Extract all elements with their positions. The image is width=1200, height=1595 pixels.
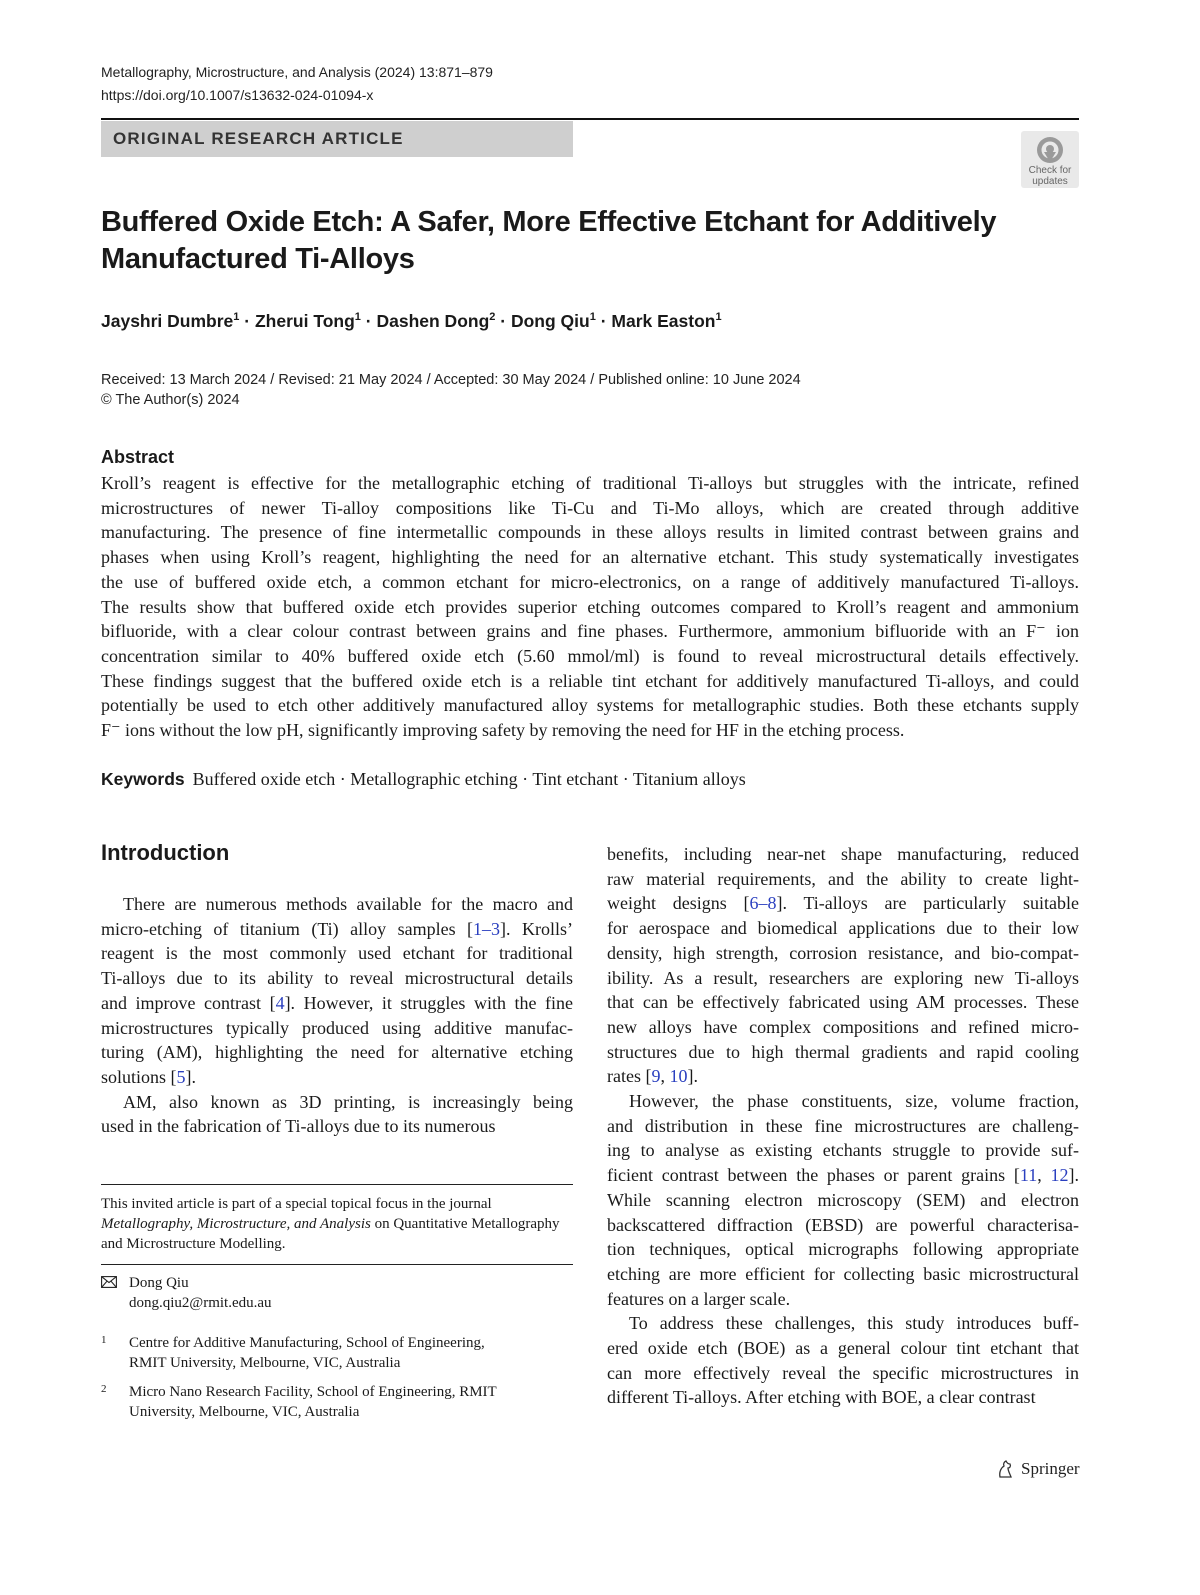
header-rule [101, 118, 1079, 120]
affiliation-number: 2 [101, 1383, 107, 1395]
abstract-line: concentration similar to 40% buffered oxide etch (5.60 mmol/ml) is found to reveal microstructural details effectively. [101, 645, 1079, 666]
affiliation-2 [101, 1382, 573, 1422]
abstract-line: microstructures of newer Ti-alloy compositions like Ti-Cu and Ti-Mo alloys, which are created through additive [101, 497, 1079, 518]
line-text: micro-etching of titanium (Ti) alloy samples [ [101, 918, 474, 939]
article-type-banner [101, 121, 573, 157]
citation-link[interactable]: 12 [1050, 1165, 1069, 1186]
paragraph-line [101, 941, 573, 966]
check-badge-line2: updates [1032, 176, 1068, 187]
paragraph-line [607, 1262, 1079, 1287]
doi-link[interactable]: https://doi.org/10.1007/s13632-024-01094-x [101, 87, 374, 103]
paragraph-line [607, 1237, 1079, 1262]
line-text: There are numerous methods available for the macro and [123, 894, 573, 914]
abstract-line: potentially be used to etch other additively manufactured alloy systems for metallographic studies. Both these etchants supply [101, 695, 1079, 716]
corresponding-author [101, 1273, 272, 1313]
line-text: raw material requirements, and the ability to create light- [607, 868, 1079, 889]
author-name[interactable]: Mark Easton [611, 311, 716, 331]
paragraph-line [607, 1213, 1079, 1238]
line-text: ]. Krolls’ [500, 918, 573, 939]
author-name[interactable]: Jayshri Dumbre [101, 311, 234, 331]
paragraph-line [607, 842, 1079, 867]
springer-horse-icon [995, 1459, 1015, 1479]
line-text: reagent is the most commonly used etchant for traditional [101, 943, 573, 964]
line-text: AM, also known as 3D printing, is increasingly being [123, 1091, 573, 1112]
affiliation-1 [101, 1333, 573, 1373]
paragraph-line [101, 1065, 573, 1090]
paragraph-line [607, 891, 1079, 916]
author-affiliation-mark: 2 [489, 311, 496, 324]
author-affiliation-mark: 1 [233, 311, 240, 324]
author-affiliation-mark: 1 [589, 311, 596, 324]
corresponding-author-name: Dong Qiu [129, 1275, 189, 1291]
line-text: ing to analyse as existing etchants struggle to provide suf- [607, 1140, 1079, 1161]
line-text: structures due to high thermal gradients and rapid cooling [607, 1041, 1079, 1062]
check-for-updates-icon [1035, 135, 1065, 165]
line-text: can more effectively reveal the specific microstructures in [607, 1362, 1079, 1383]
paragraph-line [101, 991, 573, 1016]
envelope-icon [101, 1276, 117, 1288]
footnote-rule-lower [101, 1264, 573, 1265]
abstract-line: The results show that buffered oxide etch provides superior etching outcomes compared to Kroll’s reagent and ammonium [101, 596, 1079, 617]
publisher-logo[interactable] [995, 1459, 1080, 1479]
citation-link[interactable]: 10 [669, 1066, 688, 1087]
line-text: features on a larger scale. [607, 1288, 791, 1309]
paragraph-line [607, 1064, 1079, 1089]
footnote-text-end: on Quantitative Metallography and Microstructure Modelling. [101, 1216, 560, 1252]
author-separator: · [500, 311, 507, 331]
line-text: While scanning electron microscopy (SEM) and electron [607, 1189, 1079, 1210]
line-text: weight designs [ [607, 893, 750, 914]
author-affiliation-mark: 1 [715, 311, 722, 324]
author-name[interactable]: Dong Qiu [510, 311, 590, 331]
abstract-line: phases when using Kroll’s reagent, highlighting the need for an alternative etchant. This study systematically investigates [101, 547, 1079, 568]
special-issue-footnote [101, 1194, 573, 1254]
author-name[interactable]: Zherui Tong [254, 311, 355, 331]
abstract-line: manufacturing. The presence of fine intermetallic compounds in these alloys results in limited contrast between grains and [101, 522, 1079, 543]
paragraph-line [607, 1138, 1079, 1163]
line-text: and distribution in these fine microstructures are challeng- [607, 1115, 1079, 1136]
line-text: microstructures typically produced using additive manufac- [101, 1017, 573, 1038]
line-text: turing (AM), highlighting the need for alternative etching [101, 1042, 573, 1063]
line-text: that can be effectively fabricated using AM processes. These [607, 992, 1079, 1013]
paragraph-line [101, 917, 573, 942]
paragraph-line [607, 1188, 1079, 1213]
check-for-updates-badge[interactable] [1021, 131, 1079, 188]
line-text: ered oxide etch (BOE) as a general colour tint etchant that [607, 1338, 1079, 1359]
author-separator: · [600, 311, 607, 331]
line-text: new alloys have complex compositions and refined micro- [607, 1016, 1079, 1037]
copyright-notice: © The Author(s) 2024 [101, 392, 240, 408]
publication-dates: Received: 13 March 2024 / Revised: 21 May 2024 / Accepted: 30 May 2024 / Published online: 10 June 2024 [101, 372, 801, 388]
line-text: for aerospace and biomedical applications due to their low [607, 918, 1079, 939]
affiliation-line: Centre for Additive Manufacturing, School of Engineering, [129, 1335, 485, 1351]
affiliation-line: RMIT University, Melbourne, VIC, Australia [129, 1355, 401, 1371]
check-badge-line1: Check for [1028, 165, 1072, 176]
paragraph-line [607, 1287, 1079, 1312]
abstract-line: bifluoride, with a clear colour contrast between grains and fine phases. Furthermore, ammonium bifluoride with an F⁻ ion [101, 621, 1079, 642]
line-text: ibility. As a result, researchers are exploring new Ti-alloys [607, 967, 1079, 988]
paragraph-line [607, 916, 1079, 941]
abstract-body [101, 471, 1079, 743]
line-text: and improve contrast [ [101, 992, 276, 1013]
paragraph-line [607, 966, 1079, 991]
line-text: To address these challenges, this study introduces buff- [629, 1313, 1079, 1334]
keywords-label: Keywords [101, 769, 185, 789]
paragraph-line [607, 1040, 1079, 1065]
paragraph-line [101, 892, 573, 917]
paragraph-line [607, 1311, 1079, 1336]
citation-link[interactable]: 11 [1019, 1165, 1038, 1186]
paragraph-line [607, 941, 1079, 966]
title-line-1: Buffered Oxide Etch: A Safer, More Effective Etchant for Additively [101, 206, 997, 238]
introduction-left-column [101, 892, 573, 1139]
abstract-line: Kroll’s reagent is effective for the metallographic etching of traditional Ti-alloys but struggles with the intricate, refined [101, 473, 1079, 493]
journal-citation: Metallography, Microstructure, and Analysis (2024) 13:871–879 [101, 64, 493, 80]
line-text: density, high strength, corrosion resistance, and bio-compat- [607, 942, 1079, 963]
title-line-2: Manufactured Ti-Alloys [101, 243, 415, 275]
paragraph-line [607, 1385, 1079, 1410]
corresponding-author-email[interactable]: dong.qiu2@rmit.edu.au [129, 1295, 272, 1311]
paragraph-line [101, 1016, 573, 1041]
citation-link[interactable]: 4 [275, 992, 285, 1013]
footnote-text: This invited article is part of a special topical focus in the journal [101, 1196, 492, 1212]
line-text: Ti-alloys due to its ability to reveal microstructural details [101, 968, 573, 989]
introduction-right-column [607, 842, 1079, 1410]
paragraph-line [607, 1361, 1079, 1386]
paragraph-line [607, 867, 1079, 892]
citation-link[interactable]: 6–8 [749, 893, 777, 914]
line-text: used in the fabrication of Ti-alloys due to its numerous [101, 1116, 496, 1137]
paragraph-line [607, 1114, 1079, 1139]
paragraph-line [101, 1090, 573, 1115]
introduction-heading: Introduction [101, 840, 230, 865]
abstract-line: the use of buffered oxide etch, a common etchant for micro-electronics, on a range of additively manufactured Ti-alloys. [101, 571, 1079, 592]
line-text: ]. However, it struggles with the fine [284, 992, 573, 1013]
abstract-line: F⁻ ions without the low pH, significantly improving safety by removing the need for HF in the etching process. [101, 720, 905, 741]
line-text: etching are more efficient for collecting basic microstructural [607, 1263, 1079, 1284]
author-list [101, 311, 722, 332]
citation-link[interactable]: 1–3 [473, 918, 501, 939]
affiliation-number: 1 [101, 1334, 107, 1346]
keywords-list: Buffered oxide etch · Metallographic etching · Tint etchant · Titanium alloys [192, 769, 746, 789]
citation-link[interactable]: 9 [651, 1066, 661, 1087]
article-title [101, 204, 1061, 278]
line-text: However, the phase constituents, size, volume fraction, [629, 1091, 1079, 1112]
line-text: , [660, 1066, 670, 1087]
publisher-name: Springer [1021, 1459, 1080, 1478]
author-separator: · [365, 311, 372, 331]
affiliation-line: University, Melbourne, VIC, Australia [129, 1404, 360, 1420]
abstract-heading: Abstract [101, 447, 175, 467]
line-text: backscattered diffraction (EBSD) are powerful characterisa- [607, 1214, 1079, 1235]
line-text: ficient contrast between the phases or parent grains [ [607, 1165, 1020, 1186]
line-text: , [1037, 1165, 1051, 1186]
paragraph-line [607, 1163, 1079, 1188]
article-type-label: ORIGINAL RESEARCH ARTICLE [113, 129, 404, 148]
paragraph-line [101, 1114, 573, 1139]
author-name[interactable]: Dashen Dong [376, 311, 490, 331]
line-text: tion techniques, optical micrographs following appropriate [607, 1239, 1079, 1260]
paragraph-line [101, 966, 573, 991]
line-text: solutions [ [101, 1066, 177, 1087]
footnote-rule [101, 1184, 573, 1185]
paragraph-line [607, 1015, 1079, 1040]
line-text: ]. [1068, 1165, 1080, 1186]
line-text: different Ti-alloys. After etching with BOE, a clear contrast [607, 1387, 1036, 1408]
line-text: ]. [687, 1066, 698, 1087]
line-text: ]. [185, 1066, 197, 1087]
affiliation-line: Micro Nano Research Facility, School of Engineering, RMIT [129, 1384, 497, 1400]
citation-link[interactable]: 5 [176, 1066, 186, 1087]
author-affiliation-mark: 1 [354, 311, 361, 324]
line-text: ]. Ti-alloys are particularly suitable [776, 893, 1079, 914]
keywords [101, 769, 746, 790]
line-text: rates [ [607, 1066, 652, 1087]
line-text: benefits, including near-net shape manufacturing, reduced [607, 844, 1079, 864]
paragraph-line [101, 1040, 573, 1065]
author-separator: · [244, 311, 251, 331]
paragraph-line [607, 1336, 1079, 1361]
abstract-line: These findings suggest that the buffered oxide etch is a reliable tint etchant for additively manufactured Ti-alloys, and could [101, 670, 1079, 691]
footnote-journal-name: Metallography, Microstructure, and Analysis [101, 1216, 371, 1232]
paragraph-line [607, 990, 1079, 1015]
paragraph-line [607, 1089, 1079, 1114]
